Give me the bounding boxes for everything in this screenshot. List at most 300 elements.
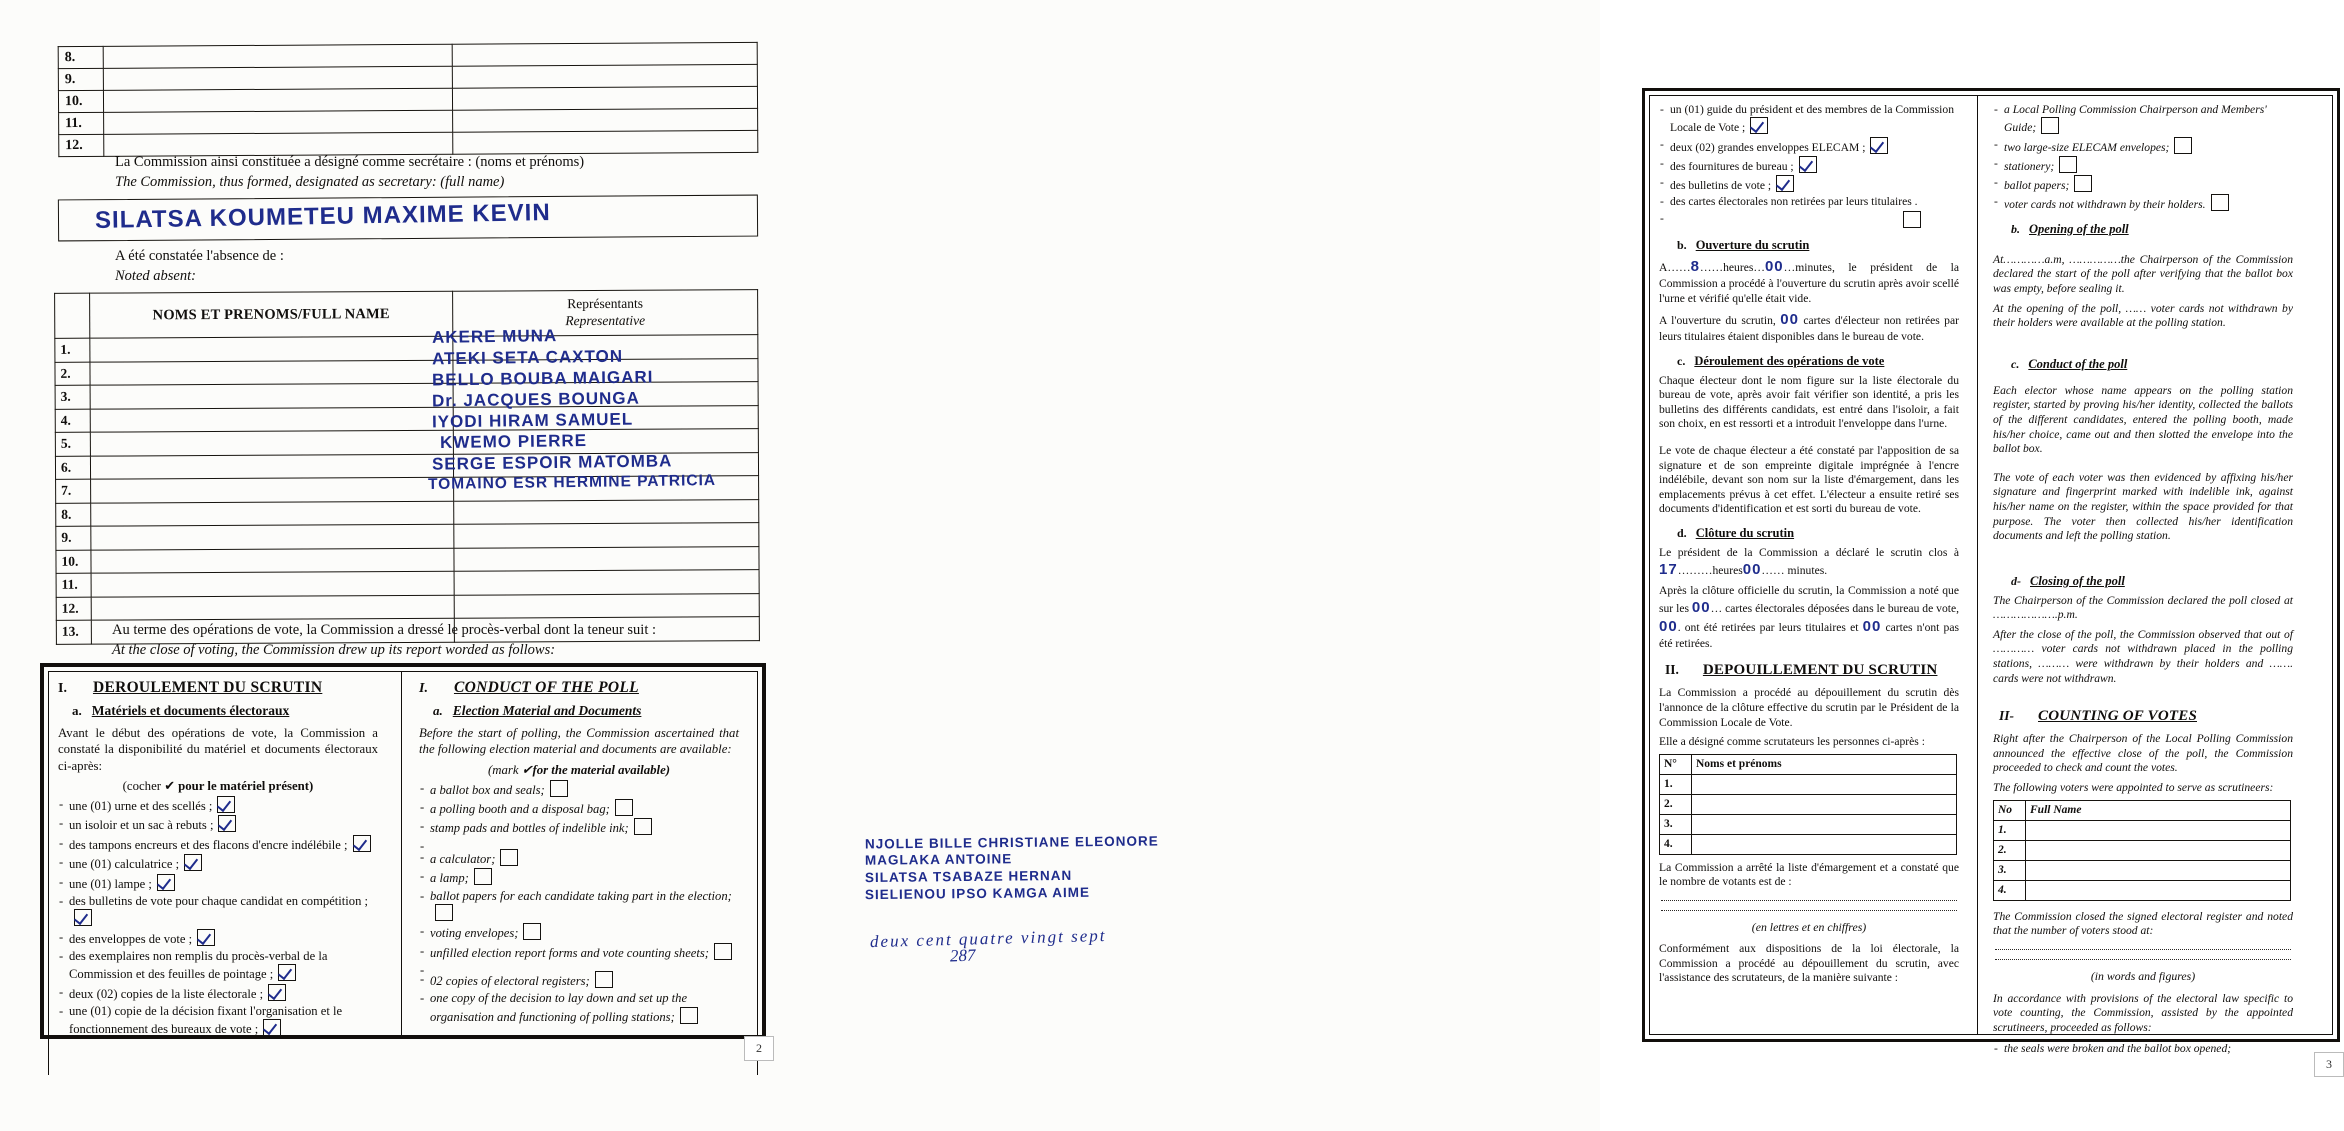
section-title: CONDUCT OF THE POLL	[453, 679, 639, 696]
row-name-cell	[103, 88, 452, 112]
subsection-heading-c	[2011, 357, 2293, 372]
scrutineers-table-fr	[1659, 754, 1957, 855]
checkbox[interactable]	[714, 943, 732, 960]
item-label: une (01) lampe ;	[69, 876, 152, 891]
row-number: 1.	[55, 338, 90, 362]
withdrawn-cards-value: 00	[1659, 617, 1678, 635]
opening-paragraph-2: At the opening of the poll, …… voter cards not withdrawn by their holders were available at the polling station.	[1993, 301, 2293, 330]
voters-figures-line	[1995, 958, 2291, 960]
left-page	[0, 0, 800, 1131]
scrutineer-value: SIELIENOU IPSO KAMGA AIME	[864, 884, 1091, 903]
list-item	[1659, 137, 1959, 155]
section-ii-heading-en	[1999, 708, 2293, 725]
right-english-column	[1993, 101, 2293, 1057]
row-name-cell	[90, 407, 453, 432]
checkbox[interactable]	[435, 904, 453, 921]
row-rep-cell	[452, 42, 757, 66]
checkbox[interactable]	[595, 971, 613, 988]
closing-paragraph-1: Le président de la Commission a déclaré le scrutin clos à 17………heures00…… minutes.	[1659, 545, 1959, 578]
item-label: ballot papers for each candidate taking part in the election;	[430, 888, 732, 903]
secretary-label-en: The Commission, thus formed, designated as secretary: (full name)	[115, 173, 505, 190]
conduct-paragraph-2: Le vote de chaque électeur a été constaté par l'apposition de sa signature et de son empreinte digitale imprégnée à l'encre indélébile, devant son nom sur la liste d'émargement, dans les emplacements prévus à cet effet. L'électeur a ensuite retiré ses documents d'identification et est sorti du bureau de vote.	[1659, 444, 1959, 516]
item-label: stationery;	[2004, 159, 2055, 173]
checkbox[interactable]	[523, 923, 541, 940]
section-ii-heading-fr	[1665, 662, 1959, 679]
subsection-letter: a.	[433, 703, 443, 718]
row-name-cell	[90, 336, 453, 361]
checkbox[interactable]	[615, 799, 633, 816]
col-name: Full Name	[2026, 800, 2291, 820]
checkbox[interactable]	[2174, 137, 2192, 154]
row-name-cell[interactable]	[2026, 860, 2291, 880]
checkbox[interactable]	[184, 854, 202, 871]
col-no: N°	[1660, 754, 1692, 774]
subsection-heading	[72, 703, 378, 719]
list-item	[58, 893, 378, 928]
closing-paragraph-2: Après la clôture officielle du scrutin, la Commission a noté que sur les 00… cartes électorales déposées dans le bureau de vote, 00. ont été retirées par leurs titulaires et 00 cartes n'ont pas été retirées.	[1659, 584, 1960, 650]
list-item-checkbox-row	[1659, 211, 1959, 229]
row-rep-cell	[454, 570, 759, 595]
row-number: 6.	[55, 456, 90, 480]
check-glyph-icon: ✔	[521, 762, 533, 777]
row-number: 3.	[55, 385, 90, 409]
item-label: ballot papers;	[2004, 179, 2070, 193]
p2-mid: cartes électorales déposées dans le bureau de vote,	[1725, 602, 1960, 616]
p2-mid2: ont été retirées par leurs titulaires et	[1684, 620, 1859, 634]
checkbox[interactable]	[680, 1007, 698, 1024]
row-number: 8.	[58, 46, 103, 68]
p2-end: cartes n'ont pas été retirées.	[1659, 620, 1959, 650]
words-figures-note: (en lettres et en chiffres)	[1751, 920, 1867, 934]
conduct-paragraph-2: The vote of each voter was then evidenced by affixing his/her signature and fingerprint marked with indelible ink, against his/her name on the register, within the space provided for that purpose. The voter then collected his/her identification documents and left the polling station.	[1993, 470, 2293, 543]
list-item	[58, 796, 378, 814]
material-checklist-en	[419, 780, 739, 1025]
mark-note-plain: (cocher	[122, 779, 165, 794]
list-spacer	[419, 838, 739, 848]
col-representative-en: Representative	[565, 312, 646, 329]
voters-figures-line	[1661, 909, 1957, 911]
list-item	[58, 874, 378, 892]
absent-label-block	[115, 247, 284, 286]
item-label: une (01) urne et des scellés ;	[69, 799, 213, 814]
representative-value: AKERE MUNA	[431, 326, 558, 347]
closing-minutes-value: 00	[1742, 560, 1762, 578]
row-number: 2.	[1660, 794, 1692, 814]
item-label: une (01) calculatrice ;	[69, 857, 180, 872]
subsection-title: Clôture du scrutin	[1695, 525, 1795, 540]
row-number: 13.	[56, 620, 91, 644]
opening-rest: minutes, le président de la Commission a procédé à l'ouverture du scrutin après avoir scellé l'urne et vérifié qu'elle était vide.	[1659, 261, 1959, 305]
voters-words-line	[1661, 899, 1957, 901]
representative-value: ATEKI SETA CAXTON	[431, 346, 624, 369]
item-label: deux (02) copies de la liste électorale ;	[69, 986, 264, 1001]
subsection-title: Matériels et documents électoraux	[91, 703, 290, 718]
checkbox[interactable]	[197, 929, 215, 946]
row-name-cell	[91, 501, 454, 526]
mark-note	[419, 763, 739, 778]
col-no: No	[1994, 800, 2026, 820]
conduct-paragraph-1: Each elector whose name appears on the polling station register, started by proving his/her identity, collected the ballots of the different candidates, entered the polling booth, made his/her choice, came out and then slotted the envelope into the ballot box.	[1993, 383, 2293, 456]
list-item	[1659, 175, 1959, 193]
subsection-title: Election Material and Documents	[452, 703, 642, 718]
intro-paragraph: Before the start of polling, the Commission ascertained that the following election material and documents are available:	[419, 726, 739, 757]
list-item	[419, 990, 739, 1025]
list-item	[1659, 156, 1959, 174]
table-row	[1660, 774, 1957, 794]
item-label: voter cards not withdrawn by their holders.	[2004, 198, 2206, 212]
opening-cards-paragraph	[1659, 311, 1959, 344]
col-number	[55, 293, 90, 338]
list-item	[58, 929, 378, 947]
item-label: des fournitures de bureau ;	[1670, 159, 1794, 173]
row-name-cell	[90, 360, 453, 385]
closing-hours-value: 17	[1659, 560, 1678, 578]
subsection-title: Conduct of the poll	[2028, 356, 2128, 371]
subsection-heading-b	[1677, 238, 1959, 253]
row-rep-cell	[454, 523, 759, 548]
table-row	[1994, 820, 2291, 840]
col-name: Noms et prénoms	[1692, 754, 1957, 774]
checkbox[interactable]	[2059, 156, 2077, 173]
subsection-title: Déroulement des opérations de vote	[1694, 353, 1885, 368]
subsection-title: Closing of the poll	[2030, 573, 2125, 588]
counting-paragraph-1: La Commission a procédé au dépouillement du scrutin dès l'annonce de la clôture effective du scrutin par le Président de la Commission Locale de Vote.	[1659, 686, 1959, 729]
row-number: 1.	[1660, 774, 1692, 794]
voters-words-value: deux cent quatre vingt sept	[869, 925, 1107, 952]
section-roman: I.	[58, 681, 67, 696]
row-rep-cell	[454, 546, 759, 571]
row-number: 5.	[55, 432, 90, 456]
voters-words-line	[1995, 948, 2291, 950]
table-row	[1994, 880, 2291, 900]
subsection-heading-d	[2011, 574, 2293, 589]
row-number: 4.	[1994, 880, 2026, 900]
mark-note-plain: (mark	[487, 762, 522, 777]
list-item	[419, 971, 739, 989]
row-number: 12.	[56, 597, 91, 621]
checkbox[interactable]	[550, 780, 568, 797]
mark-note-bold: pour le matériel présent)	[178, 779, 314, 794]
mark-note	[58, 779, 378, 794]
scrutineer-value: SILATSA TSABAZE HERNAN	[864, 867, 1073, 886]
opening-paragraph: A……8……heures…00…minutes, le président de la Commission a procédé à l'ouverture du scrutin après avoir scellé l'urne et vérifié qu'elle était vide.	[1659, 258, 1959, 305]
secretary-label-fr: La Commission ainsi constituée a désigné comme secrétaire : (noms et prénoms)	[115, 154, 585, 170]
row-name-cell[interactable]	[1692, 794, 1957, 814]
row-number: 11.	[59, 112, 104, 134]
intro-paragraph: Avant le début des opérations de vote, la Commission a constaté la disponibilité du matériel et documents électoraux ci-après:	[58, 726, 378, 773]
closing-pre: Le président de la Commission a déclaré le scrutin clos à	[1659, 545, 1959, 559]
list-item	[58, 984, 378, 1002]
subsection-heading-d	[1677, 526, 1959, 541]
row-name-cell	[104, 110, 453, 134]
scrutineer-value: MAGLAKA ANTOINE	[864, 851, 1013, 868]
representative-value: Dr. JACQUES BOUNGA	[431, 388, 640, 411]
list-item	[1993, 156, 2293, 174]
section-title: DEPOUILLEMENT DU SCRUTIN	[1702, 662, 1938, 679]
checkbox[interactable]	[1799, 156, 1817, 173]
members-table-continued	[58, 42, 759, 157]
checkbox[interactable]	[474, 868, 492, 885]
subsection-heading-b	[2011, 222, 2293, 237]
row-number: 9.	[56, 526, 91, 550]
table-row	[1660, 834, 1957, 854]
opening-prefix: A	[1659, 261, 1668, 275]
representative-value: SERGE ESPOIR MATOMBA	[431, 451, 673, 474]
row-name-cell[interactable]	[2026, 820, 2291, 840]
subsection-letter: b.	[2011, 221, 2020, 236]
list-item	[1993, 102, 2293, 136]
right-french-column	[1659, 101, 1959, 991]
row-name-cell	[90, 430, 453, 455]
counting-paragraph-3: Conformément aux dispositions de la loi électorale, la Commission a procédé au dépouillement du scrutin, avec l'assistance des scrutateurs, de la manière suivante :	[1659, 942, 1959, 985]
list-item	[419, 799, 739, 817]
table-header-row	[1994, 800, 2291, 820]
absent-label-en: Noted absent:	[115, 267, 196, 284]
page-number-right: 3	[2314, 1052, 2344, 1077]
section-i-french-column	[58, 679, 378, 1039]
item-label: voting envelopes;	[430, 926, 519, 941]
checkbox[interactable]	[1870, 137, 1888, 154]
hours-word: heures	[1712, 563, 1743, 577]
row-number: 2.	[1994, 840, 2026, 860]
checkbox[interactable]	[1750, 117, 1768, 134]
closing-note-en: At the close of voting, the Commission drew up its report worded as follows:	[112, 642, 556, 659]
closing-paragraph-1: The Chairperson of the Commission declared the poll closed at ……………….p.m.	[1993, 593, 2293, 622]
table-row	[1660, 794, 1957, 814]
row-name-cell[interactable]	[1692, 814, 1957, 834]
item-label: des cartes électorales non retirées par leurs titulaires .	[1670, 195, 1918, 209]
row-number: 7.	[56, 479, 91, 503]
list-item	[419, 923, 739, 941]
cards-post: cartes d'électeur non retirées par leurs titulaires étaient disponibles dans le bureau de vote.	[1659, 314, 1959, 344]
item-label: une (01) copie de la décision fixant l'organisation et le fonctionnement des bureaux de vote ;	[69, 1004, 343, 1037]
checkbox[interactable]	[263, 1019, 281, 1036]
check-glyph-icon: ✔	[164, 779, 175, 794]
row-number: 4.	[55, 409, 90, 433]
checkbox[interactable]	[278, 964, 296, 981]
item-label: 02 copies of electoral registers;	[430, 973, 590, 988]
item-label: one copy of the decision to lay down and set up the organisation and functioning of polling stations;	[430, 991, 688, 1024]
counting-paragraph-2: The following voters were appointed to serve as scrutineers:	[1993, 781, 2274, 795]
voters-figures-value: 287	[949, 945, 976, 966]
item-label: des tampons encreurs et des flacons d'encre indélébile ;	[69, 837, 348, 852]
section-roman: II.	[1665, 662, 1679, 678]
row-rep-cell	[454, 593, 759, 618]
item-label: des bulletins de vote ;	[1670, 179, 1772, 193]
list-item: - the seals were broken and the ballot box opened;	[1993, 1041, 2293, 1056]
row-number: 2.	[55, 362, 90, 386]
list-item	[419, 868, 739, 886]
table-header-row	[1660, 754, 1957, 774]
section-i-box	[40, 663, 766, 1039]
section-box-right	[1642, 88, 2340, 1055]
page-number-left: 2	[744, 1036, 774, 1061]
row-name-cell	[90, 383, 453, 408]
subsection-letter: b.	[1677, 238, 1687, 253]
not-withdrawn-cards-value: 00	[1862, 617, 1882, 635]
row-rep-cell	[452, 64, 757, 88]
section-roman: I.	[419, 681, 428, 696]
deposited-cards-value: 00	[1691, 599, 1711, 617]
subsection-title: Opening of the poll	[2029, 221, 2129, 236]
column-divider	[401, 671, 402, 1035]
checkbox[interactable]	[74, 909, 92, 926]
column-divider	[1977, 95, 1978, 1035]
opening-paragraph-1: At…………a.m, ……………the Chairperson of the Commission declared the start of the poll after verifying that the ballot box was empty, before sealing it.	[1993, 252, 2293, 295]
representative-value: IYODI HIRAM SAMUEL	[431, 409, 634, 432]
list-item	[58, 835, 378, 853]
row-number: 1.	[1994, 820, 2026, 840]
counting-steps-en	[1993, 1041, 2293, 1056]
subsection-heading-c	[1677, 354, 1959, 369]
section-heading	[58, 679, 378, 697]
row-name-cell	[103, 44, 452, 68]
scrutineer-value: NJOLLE BILLE CHRISTIANE ELEONORE	[864, 833, 1159, 852]
row-number: 10.	[58, 90, 103, 112]
item-label: stamp pads and bottles of indelible ink;	[430, 821, 629, 836]
conduct-paragraph-1: Chaque électeur dont le nom figure sur la liste électorale du bureau de vote, après avoir fait vérifier son identité, a pris les bulletins des différents candidats, est entré dans l'isoloir, a fait son choix, en est ressorti et a introduit l'enveloppe dans l'urne.	[1659, 373, 1959, 431]
row-name-cell[interactable]	[2026, 880, 2291, 900]
subsection-title: Ouverture du scrutin	[1695, 238, 1810, 253]
row-number: 3.	[1994, 860, 2026, 880]
row-name-cell	[91, 595, 454, 620]
item-label: a ballot box and seals;	[430, 782, 545, 797]
material-checklist-continued-en	[1993, 102, 2293, 213]
row-name-cell[interactable]	[2026, 840, 2291, 860]
item-label: a polling booth and a disposal bag;	[430, 802, 610, 817]
checkbox[interactable]	[218, 815, 236, 832]
representative-value: TOMAINO ESR HERMINE PATRICIA	[427, 471, 717, 494]
opening-hours-value: 8	[1690, 258, 1700, 276]
list-item	[58, 854, 378, 872]
scrutineers-table-en	[1993, 800, 2291, 901]
row-rep-cell	[453, 108, 758, 132]
closing-paragraph-2: After the close of the poll, the Commission observed that out of ………… voter cards not withdrawn placed in the polling stations, ……… were withdrawn by their holders and ……. cards were not withdrawn.	[1993, 627, 2293, 685]
row-number: 12.	[59, 134, 104, 156]
item-label: un (01) guide du président et des membres de la Commission Locale de Vote ;	[1670, 103, 1954, 135]
secretary-label-block	[115, 153, 755, 192]
col-fullname: NOMS ET PRENOMS/FULL NAME	[90, 291, 453, 338]
list-spacer	[419, 962, 739, 970]
words-figures-note: (in words and figures)	[2090, 968, 2196, 983]
item-label: a lamp;	[430, 871, 469, 886]
row-name-cell[interactable]	[1692, 774, 1957, 794]
item-label: des bulletins de vote pour chaque candidat en compétition ;	[69, 893, 369, 908]
checkbox[interactable]	[157, 874, 175, 891]
list-item	[419, 818, 739, 836]
item-label: two large-size ELECAM envelopes;	[2004, 140, 2170, 154]
representative-value: KWEMO PIERRE	[439, 430, 588, 453]
row-name-cell[interactable]	[1692, 834, 1957, 854]
row-number: 11.	[56, 573, 91, 597]
subsection-heading	[433, 703, 739, 719]
col-representative-fr: Représentants	[567, 295, 644, 312]
list-item	[58, 815, 378, 833]
row-number: 3.	[1660, 814, 1692, 834]
row-rep-cell	[453, 130, 758, 154]
checkbox[interactable]	[1903, 211, 1921, 228]
list-item	[1993, 175, 2293, 193]
list-item	[1659, 194, 1959, 209]
subsection-letter: c.	[2011, 356, 2020, 371]
subsection-letter: c.	[1677, 353, 1686, 368]
item-label: des exemplaires non remplis du procès-verbal de la Commission et des feuilles de pointage ;	[69, 949, 328, 982]
list-item	[419, 849, 739, 867]
checkbox[interactable]	[2211, 194, 2229, 211]
item-label: a calculator;	[430, 851, 496, 866]
table-header-row	[55, 290, 758, 339]
item-label: unfilled election report forms and vote counting sheets;	[430, 945, 709, 960]
counting-paragraph-2: Elle a désigné comme scrutateurs les personnes ci-après :	[1659, 735, 1925, 749]
hours-word: heures	[1723, 261, 1754, 275]
list-item	[419, 888, 739, 923]
checkbox[interactable]	[353, 835, 371, 852]
voters-label: La Commission a arrêté la liste d'émargement et a constaté que le nombre de votants est de :	[1659, 860, 1959, 889]
row-name-cell	[103, 66, 452, 90]
material-checklist-fr	[58, 796, 378, 1038]
checkbox[interactable]	[634, 818, 652, 835]
subsection-letter: a.	[72, 703, 82, 718]
checkbox[interactable]	[2074, 175, 2092, 192]
list-item	[1993, 194, 2293, 212]
list-item	[58, 1003, 378, 1038]
row-name-cell	[90, 454, 453, 479]
checkbox[interactable]	[2041, 117, 2059, 134]
p2-pre: Après la clôture officielle du scrutin, la Commission a noté que sur les	[1659, 584, 1959, 616]
absent-label-fr: A été constatée l'absence de :	[115, 248, 284, 264]
right-page	[800, 0, 2332, 1131]
closing-note-fr: Au terme des opérations de vote, la Commission a dressé le procès-verbal dont la teneur suit :	[112, 622, 657, 638]
row-rep-cell	[452, 86, 757, 110]
row-rep-cell	[454, 499, 759, 524]
list-item	[419, 943, 739, 961]
counting-paragraph-3: In accordance with provisions of the electoral law specific to vote counting, the Commission, assisted by the appointed scrutineers, proceeded as follows:	[1993, 991, 2293, 1034]
table-row	[1994, 840, 2291, 860]
checkbox[interactable]	[268, 984, 286, 1001]
subsection-letter: d-	[2011, 573, 2021, 588]
list-item	[419, 780, 739, 798]
secretary-value: SILATSA KOUMETEU MAXIME KEVIN	[94, 199, 551, 234]
subsection-letter: d.	[1677, 525, 1687, 540]
table-row	[1994, 860, 2291, 880]
representative-value: BELLO BOUBA MAIGARI	[431, 367, 654, 390]
cards-pre: A l'ouverture du scrutin,	[1659, 314, 1776, 328]
item-label: deux (02) grandes enveloppes ELECAM ;	[1670, 140, 1866, 154]
row-number: 4.	[1660, 834, 1692, 854]
list-item	[1993, 137, 2293, 155]
checkbox[interactable]	[500, 849, 518, 866]
item-label: un isoloir et un sac à rebuts ;	[69, 818, 214, 833]
counting-paragraph-1: Right after the Chairperson of the Local Polling Commission announced the effective close of the poll, the Commission proceeded to check and count the votes.	[1993, 732, 2293, 775]
material-checklist-continued-fr	[1659, 102, 1959, 229]
item-label: a Local Polling Commission Chairperson and Members' Guide;	[2004, 103, 2267, 135]
section-heading	[419, 679, 739, 697]
checkbox[interactable]	[217, 796, 235, 813]
section-roman: II-	[1999, 708, 2015, 724]
minutes-word: minutes.	[1787, 563, 1828, 577]
mark-note-bold: for the material available)	[532, 762, 671, 777]
checkbox[interactable]	[1776, 175, 1794, 192]
row-number: 10.	[56, 550, 91, 574]
row-number: 9.	[58, 68, 103, 90]
row-name-cell	[91, 548, 454, 573]
section-title: DEROULEMENT DU SCRUTIN	[92, 679, 323, 696]
closing-note-block	[112, 620, 656, 661]
section-i-english-column	[419, 679, 739, 1026]
opening-minutes-value: 00	[1764, 258, 1784, 276]
cards-value: 00	[1780, 311, 1799, 329]
section-title: COUNTING OF VOTES	[2038, 708, 2197, 725]
